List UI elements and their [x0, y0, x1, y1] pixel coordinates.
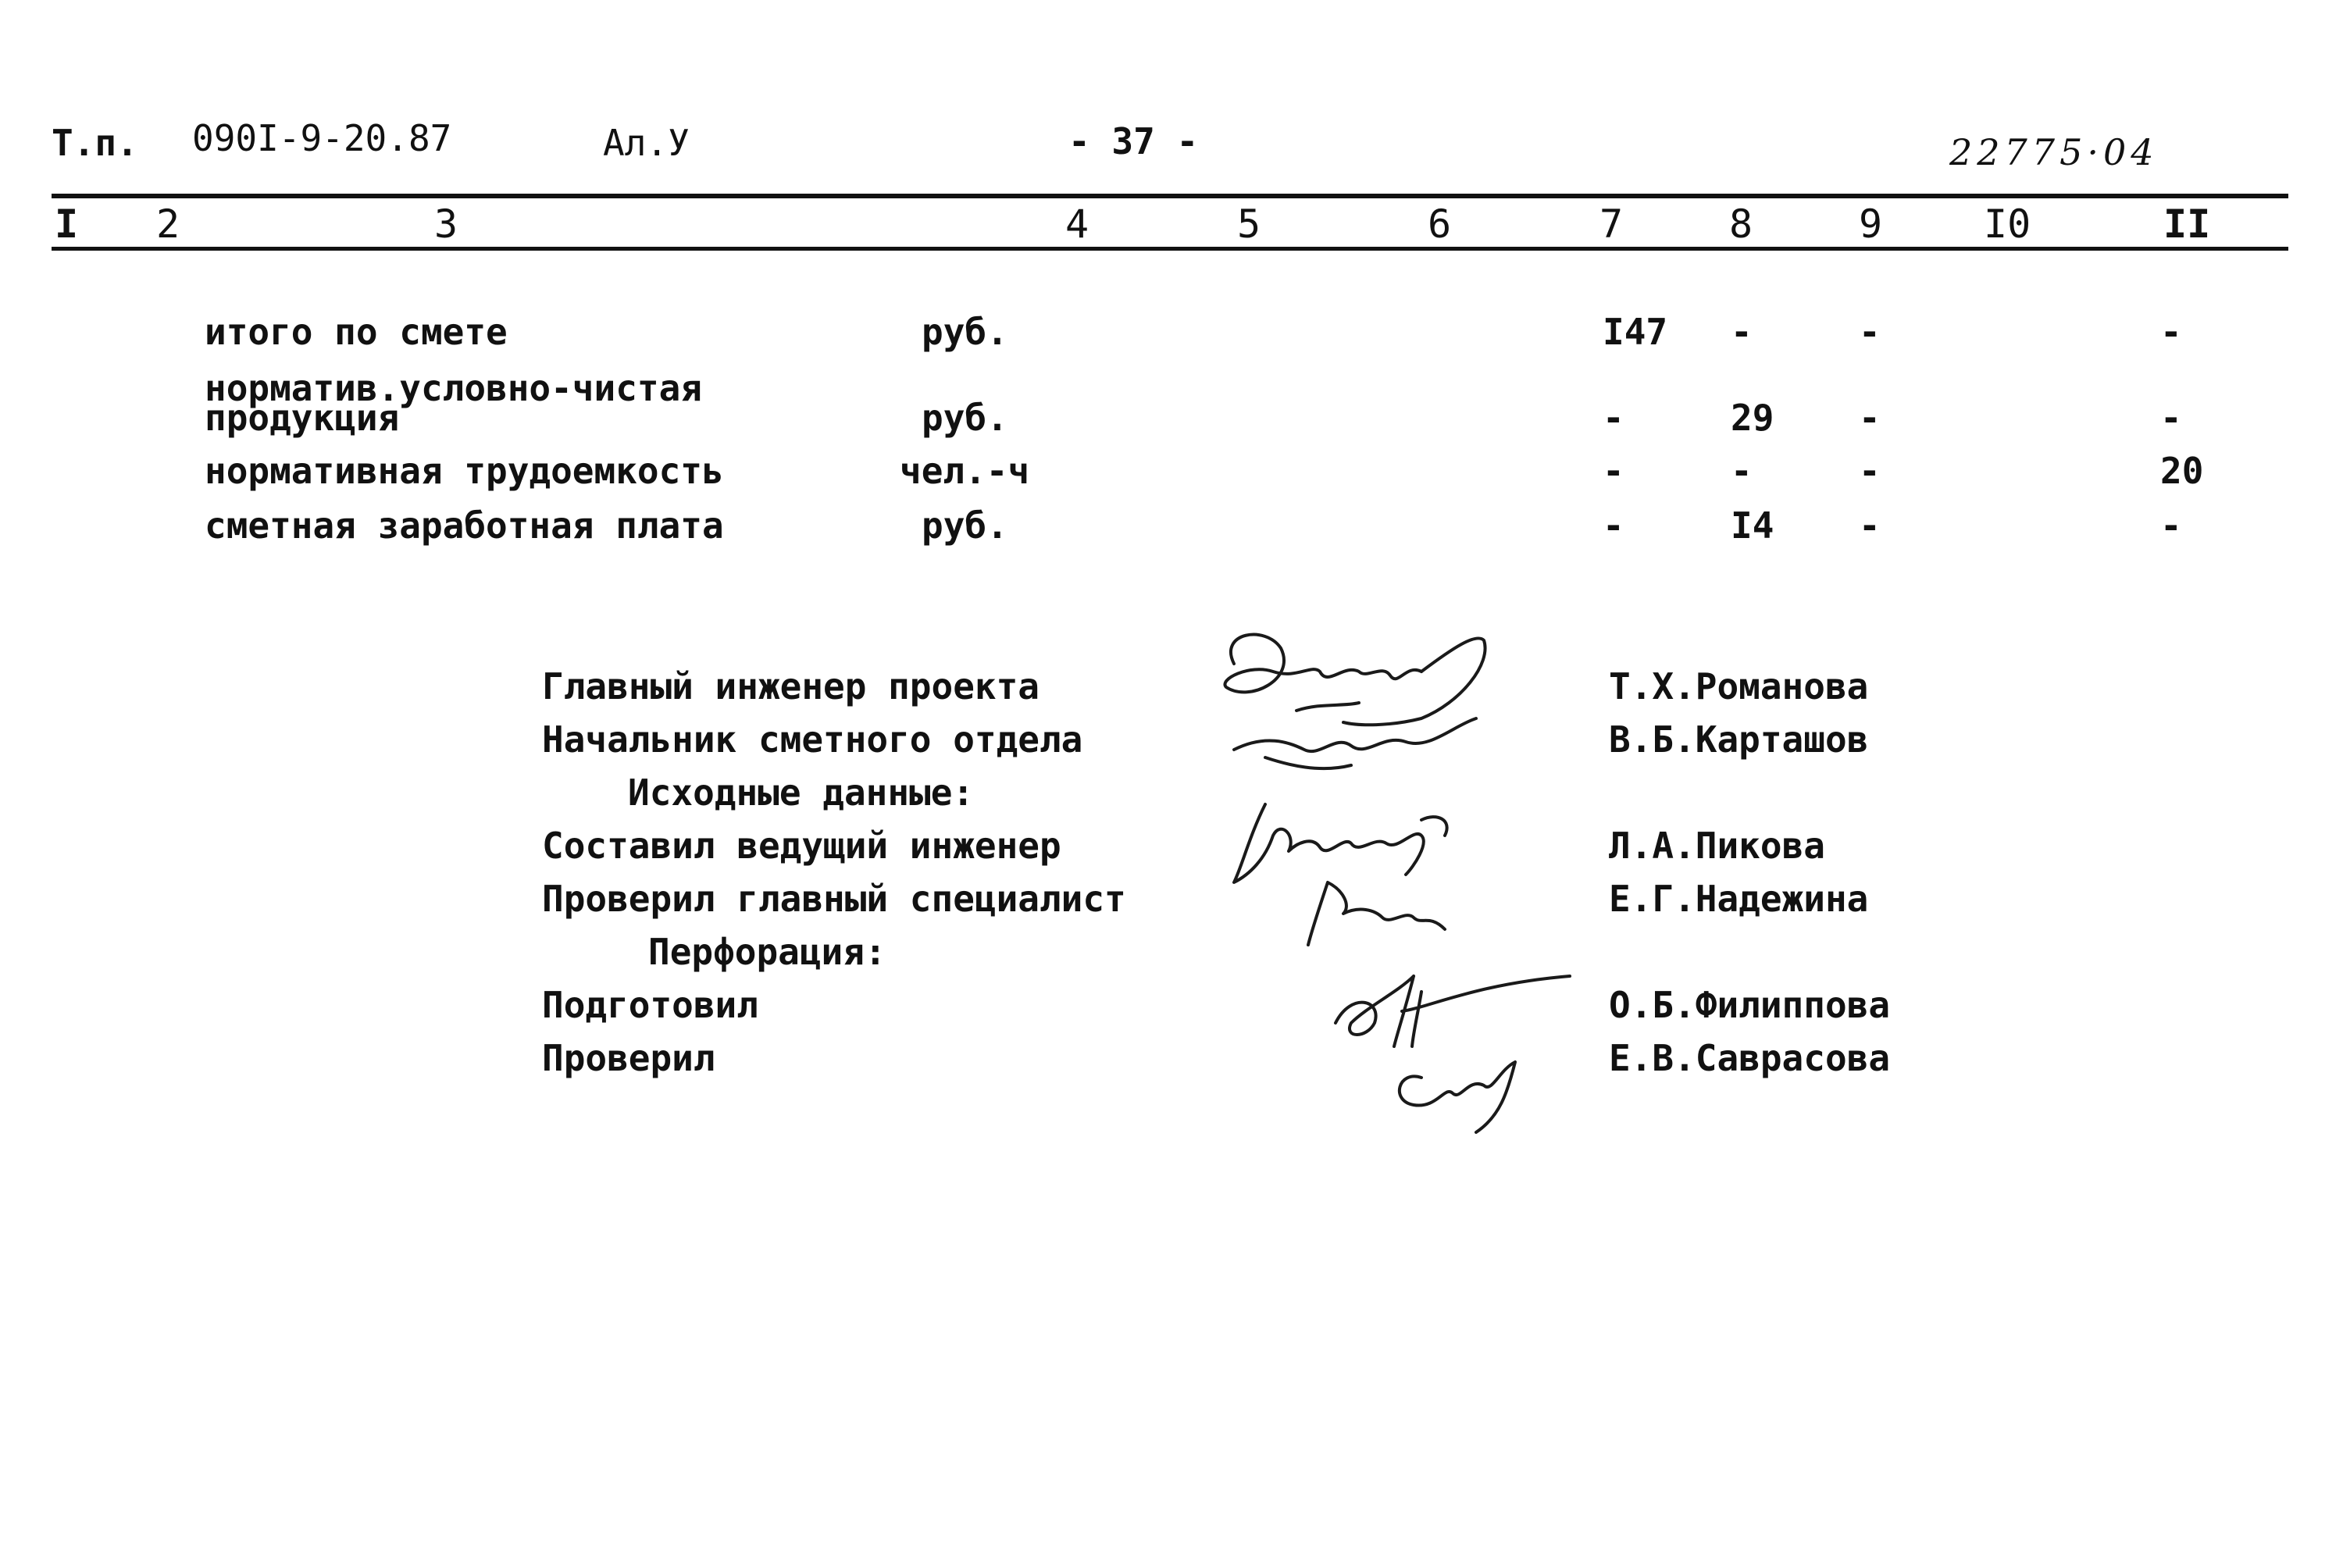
row-col11: - [2160, 504, 2182, 547]
column-number: 4 [1065, 201, 1089, 247]
row-name: нормативная трудоемкость [205, 450, 724, 492]
row-col9: - [1859, 450, 1881, 492]
table-header-rule [52, 247, 2288, 251]
row-col8: 29 [1731, 397, 1774, 439]
row-col7: - [1603, 397, 1624, 439]
signature-role: Подготовил [542, 984, 758, 1026]
row-name: норматив.условно-чистая [205, 367, 702, 409]
column-number: 7 [1599, 201, 1624, 247]
column-number: 5 [1237, 201, 1261, 247]
column-number: 9 [1859, 201, 1883, 247]
section-heading: Исходные данные: [628, 772, 975, 814]
table-top-rule [52, 194, 2288, 198]
column-number: 2 [156, 201, 180, 247]
project-code: 090I-9-20.87 [192, 117, 452, 159]
signature-role: Составил ведущий инженер [542, 825, 1061, 867]
row-col8: - [1731, 450, 1753, 492]
column-number: 6 [1428, 201, 1452, 247]
row-col7: - [1603, 450, 1624, 492]
row-col11: - [2160, 397, 2182, 439]
inventory-number: 22775·04 [1949, 131, 2159, 173]
column-number: 8 [1729, 201, 1753, 247]
album-label: Ал.У [603, 122, 690, 164]
row-unit: руб. [922, 397, 1008, 439]
signature-person: Л.А.Пикова [1609, 825, 1825, 867]
row-name-cont: продукция [205, 397, 400, 439]
page-number: - 37 - [1068, 120, 1199, 162]
column-number: 3 [434, 201, 458, 247]
row-name: итого по смете [205, 311, 508, 353]
signature-person: Е.Г.Надежина [1609, 878, 1869, 920]
handwritten-signature-nadezhina [1296, 867, 1484, 953]
row-col9: - [1859, 397, 1881, 439]
row-col11: - [2160, 311, 2182, 353]
row-col8: - [1731, 311, 1753, 353]
signature-role: Проверил [542, 1037, 715, 1079]
column-number: I [55, 201, 79, 247]
doc-prefix: Т.п. [52, 122, 138, 164]
section-heading: Перфорация: [648, 931, 886, 973]
row-col9: - [1859, 311, 1881, 353]
row-col7: - [1603, 504, 1624, 547]
signature-person: В.Б.Карташов [1609, 718, 1869, 761]
row-unit: чел.-ч [900, 450, 1030, 492]
row-unit: руб. [922, 311, 1008, 353]
signature-role: Начальник сметного отдела [542, 718, 1083, 761]
signature-person: Т.Х.Романова [1609, 665, 1869, 707]
row-name: сметная заработная плата [205, 504, 724, 547]
column-number: I0 [1984, 201, 2031, 247]
handwritten-signature-filippova [1320, 960, 1585, 1132]
signature-person: О.Б.Филиппова [1609, 984, 1891, 1026]
signature-person: Е.В.Саврасова [1609, 1037, 1891, 1079]
row-col7: I47 [1603, 311, 1668, 353]
column-number: II [2163, 201, 2211, 247]
row-col9: - [1859, 504, 1881, 547]
row-col8: I4 [1731, 504, 1774, 547]
row-unit: руб. [922, 504, 1008, 547]
signature-role: Главный инженер проекта [542, 665, 1040, 707]
signature-role: Проверил главный специалист [542, 878, 1126, 920]
row-col11: 20 [2160, 450, 2204, 492]
